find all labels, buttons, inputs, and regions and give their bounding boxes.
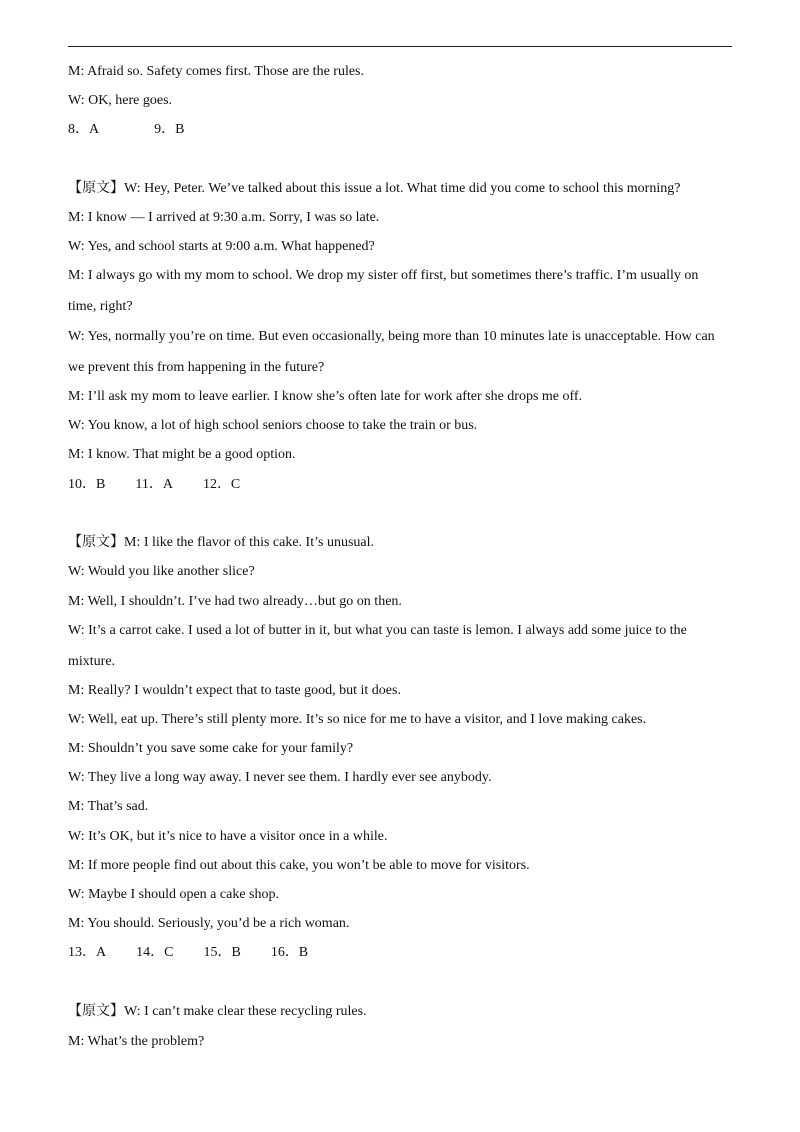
- dialogue-line: W: You know, a lot of high school seniors choose to take the train or bus.: [68, 418, 478, 433]
- transcript-heading-line: 【原文】W: Hey, Peter. We’ve talked about this issue a lot. What time did you come to school this morning?: [68, 181, 681, 196]
- dialogue-line: M: I know. That might be a good option.: [68, 447, 296, 462]
- dialogue-line: W: Would you like another slice?: [68, 564, 255, 579]
- dialogue-line: W: Maybe I should open a cake shop.: [68, 887, 279, 902]
- dialogue-line: M: Shouldn’t you save some cake for your family?: [68, 741, 354, 756]
- header-rule: [68, 46, 732, 47]
- dialogue-line: W: They live a long way away. I never see them. I hardly ever see anybody.: [68, 770, 492, 785]
- dialogue-line: W: Yes, and school starts at 9:00 a.m. What happened?: [68, 239, 375, 254]
- dialogue-line: W: Yes, normally you’re on time. But even occasionally, being more than 10 minutes late is unacceptable. How can: [68, 329, 715, 344]
- dialogue-line: W: It’s OK, but it’s nice to have a visitor once in a while.: [68, 829, 388, 844]
- answer-item: 13．A: [68, 945, 107, 960]
- answer-item: 10．B: [68, 477, 106, 492]
- answer-key-line: [68, 944, 308, 962]
- dialogue-line: we prevent this from happening in the future?: [68, 360, 325, 375]
- dialogue-line: M: Well, I shouldn’t. I’ve had two already…but go on then.: [68, 594, 402, 609]
- answer-item: 9．B: [154, 122, 185, 137]
- answer-item: 8．A: [68, 122, 100, 137]
- answer-item: 14．C: [136, 945, 174, 960]
- dialogue-line: M: What’s the problem?: [68, 1034, 205, 1049]
- dialogue-line: M: Really? I wouldn’t expect that to taste good, but it does.: [68, 683, 401, 698]
- dialogue-line: M: That’s sad.: [68, 799, 149, 814]
- answer-key-line: [68, 121, 184, 139]
- answer-key-line: [68, 476, 240, 494]
- transcript-heading-line: 【原文】M: I like the flavor of this cake. It’s unusual.: [68, 535, 374, 550]
- dialogue-line: W: OK, here goes.: [68, 93, 173, 108]
- dialogue-line: M: If more people find out about this cake, you won’t be able to move for visitors.: [68, 858, 530, 873]
- transcript-heading-line: 【原文】W: I can’t make clear these recycling rules.: [68, 1004, 367, 1019]
- dialogue-line: M: I know — I arrived at 9:30 a.m. Sorry, I was so late.: [68, 210, 380, 225]
- dialogue-line: M: I’ll ask my mom to leave earlier. I know she’s often late for work after she drops me off.: [68, 389, 583, 404]
- dialogue-line: W: Well, eat up. There’s still plenty more. It’s so nice for me to have a visitor, and I love making cakes.: [68, 712, 647, 727]
- dialogue-line: W: It’s a carrot cake. I used a lot of butter in it, but what you can taste is lemon. I always add some juice to the: [68, 623, 687, 638]
- dialogue-line: time, right?: [68, 299, 133, 314]
- answer-item: 11．A: [135, 477, 173, 492]
- dialogue-line: M: I always go with my mom to school. We drop my sister off first, but sometimes there’s traffic. I’m usually on: [68, 268, 699, 283]
- dialogue-line: mixture.: [68, 654, 116, 669]
- dialogue-line: M: You should. Seriously, you’d be a rich woman.: [68, 916, 350, 931]
- answer-item: 12．C: [202, 477, 241, 492]
- answer-item: 15．B: [203, 945, 241, 960]
- dialogue-line: M: Afraid so. Safety comes first. Those are the rules.: [68, 64, 365, 79]
- answer-item: 16．B: [270, 945, 309, 960]
